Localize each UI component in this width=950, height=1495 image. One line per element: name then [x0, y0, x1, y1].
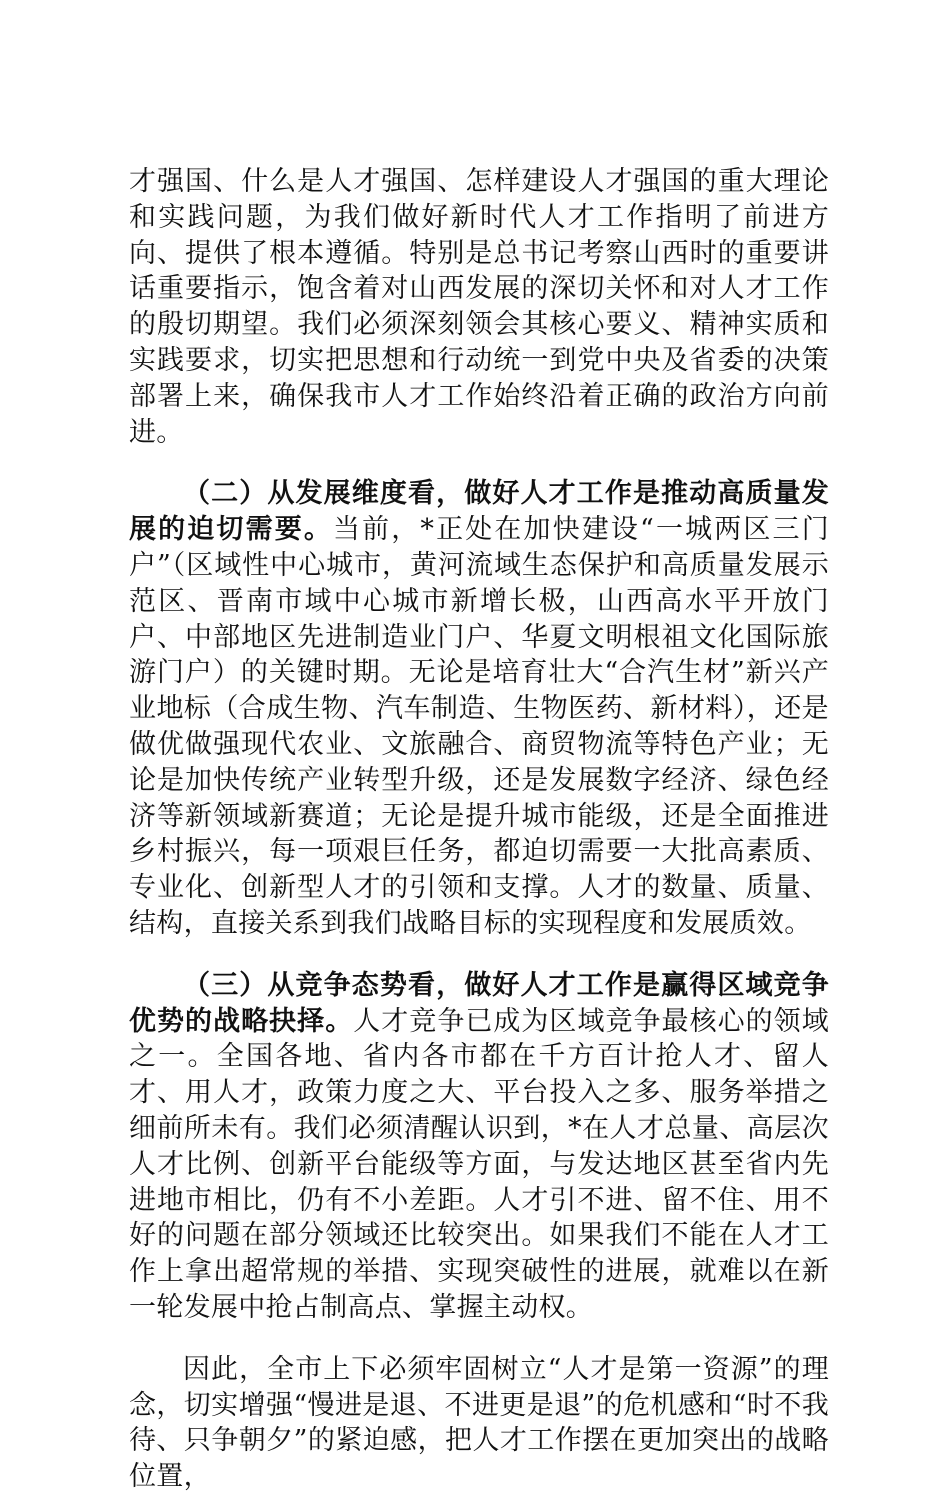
document-page — [129, 164, 829, 1495]
paragraph-text: 因此，全市上下必须牢固树立“人才是第一资源”的理念，切实增强“慢进是退、不进更是退”的危机感和“时不我待、只争朝夕”的紧迫感，把人才工作摆在更加突出的战略位置， — [129, 1353, 829, 1493]
paragraph-text: 人才竞争已成为区域竞争最核心的领域之一。全国各地、省内各市都在千方百计抢人才、留人才、用人才，政策力度之大、平台投入之多、服务举措之细前所未有。我们必须清醒认识到，*在人才总量、高层次人才比例、创新平台能级等方面，与发达地区甚至省内先进地市相比，仍有不小差距。人才引不进、留不住、用不好的问题在部分领域还比较突出。如果我们不能在人才工作上拿出超常规的举措、实现突破性的进展，就难以在新一轮发展中抢占制高点、掌握主动权。 — [129, 1005, 829, 1323]
paragraph-text: 当前，*正处在加快建设“一城两区三门户”（区域性中心城市，黄河流域生态保护和高质量发展示范区、晋南市域中心城市新增长极，山西高水平开放门户、中部地区先进制造业门户、华夏文明根祖文化国际旅游门户）的关键时期。无论是培育壮大“合汽生材”新兴产业地标（合成生物、汽车制造、生物医药、新材料），还是做优做强现代农业、文旅融合、商贸物流等特色产业；无论是加快传统产业转型升级，还是发展数字经济、绿色经济等新领域新赛道；无论是提升城市能级，还是全面推进乡村振兴，每一项艰巨任务，都迫切需要一大批高素质、专业化、创新型人才的引领和支撑。人才的数量、质量、结构，直接关系到我们战略目标的实现程度和发展质效。 — [129, 514, 830, 939]
paragraph-conclusion — [129, 1352, 829, 1495]
paragraph-continuation — [129, 164, 829, 450]
paragraph-development-dimension — [129, 476, 829, 941]
paragraph-text: 才强国、什么是人才强国、怎样建设人才强国的重大理论和实践问题，为我们做好新时代人才工作指明了前进方向、提供了根本遵循。特别是总书记考察山西时的重要讲话重要指示，饱含着对山西发展的深切关怀和对人才工作的殷切期望。我们必须深刻领会其核心要义、精神实质和实践要求，切实把思想和行动统一到党中央及省委的决策部署上来，确保我市人才工作始终沿着正确的政治方向前进。 — [129, 166, 829, 448]
paragraph-heading: （二）从发展维度看，做好人才工作是推动高质量发展的迫切需要。 — [129, 478, 829, 546]
paragraph-competition-situation — [129, 968, 829, 1326]
paragraph-heading: （三）从竞争态势看，做好人才工作是赢得区域竞争优势的战略抉择。 — [129, 969, 829, 1037]
